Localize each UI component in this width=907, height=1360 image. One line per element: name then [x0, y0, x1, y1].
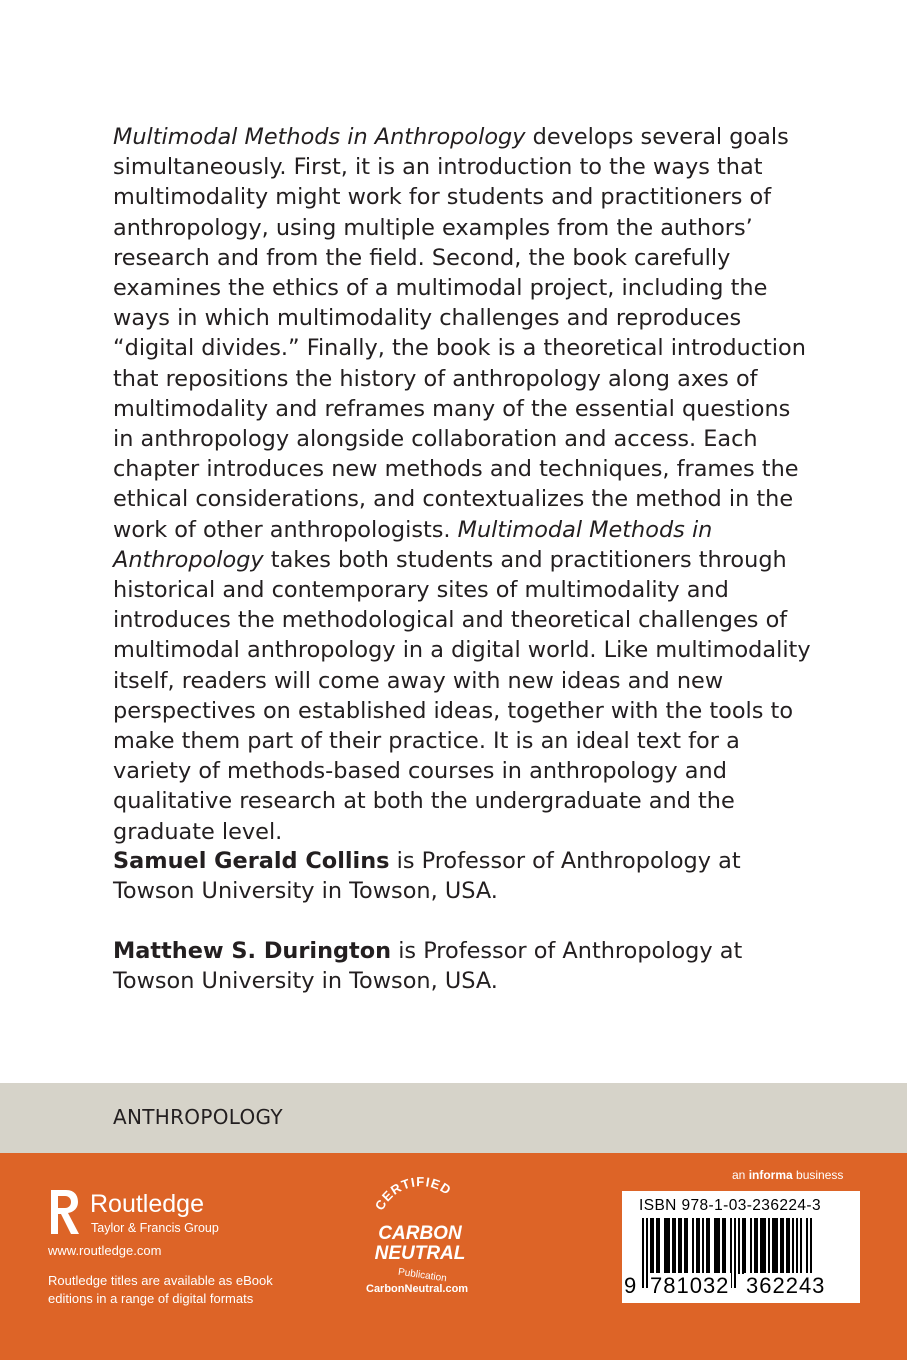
routledge-r-icon — [48, 1186, 82, 1238]
informa-suffix: business — [792, 1168, 844, 1182]
ebook-note: Routledge titles are available as eBook editions in a range of digital formats — [48, 1273, 273, 1306]
barcode-bar — [760, 1218, 766, 1274]
subject-band — [0, 1083, 907, 1153]
barcode-left-digits: 781032 — [650, 1273, 730, 1298]
barcode-lead-digit: 9 — [624, 1273, 637, 1298]
barcode-bar — [750, 1218, 752, 1274]
author-bio-text: is Professor of Anthropology at Towson University in Towson, USA. — [113, 848, 741, 905]
barcode-bar — [772, 1218, 778, 1274]
book-title-italic: Multimodal Methods in Anthropology — [113, 516, 713, 573]
isbn-label: ISBN 978-1-03-236224-3 — [639, 1197, 821, 1214]
barcode-bar — [800, 1218, 802, 1274]
back-cover-blurb — [113, 122, 813, 847]
barcode-bar — [656, 1218, 660, 1274]
barcode-bar — [650, 1218, 654, 1274]
author-bio — [113, 846, 813, 906]
barcode-bar — [706, 1218, 710, 1274]
informa-brand: informa — [748, 1168, 793, 1182]
publisher-website[interactable]: www.routledge.com — [48, 1243, 162, 1258]
barcode-bar — [702, 1218, 704, 1274]
author-name: Samuel Gerald Collins — [113, 848, 390, 874]
blurb-text: develops several goals simultaneously. First, it is an introduction to the ways that multimodality might work for students and practitioners of anthropology, using multiple examples from the authors’ research and from the field. Second, the book carefully examines the ethics of a multimodal project, including the ways in which multimodality challenges and reproduces “digital divides.” Finally, the book is a theoretical introduction that repositions the history of anthropology along axes of multimodality and reframes many of the essential questions in anthropology alongside collaboration and access. Each chapter introduces new methods and techniques, frames the ethical considerations, and contextualizes the method in the work of other anthropologists. — [113, 124, 806, 543]
informa-note — [732, 1168, 843, 1182]
barcode-bar — [672, 1218, 676, 1274]
barcode-bar — [692, 1218, 694, 1274]
subject-label: ANTHROPOLOGY — [113, 1105, 283, 1129]
barcode-bar — [684, 1218, 688, 1274]
isbn-barcode — [622, 1191, 860, 1303]
carbon-text: CARBON — [378, 1223, 462, 1244]
neutral-text: NEUTRAL — [374, 1243, 466, 1264]
author-bio — [113, 936, 813, 996]
barcode-bar — [714, 1218, 720, 1274]
blurb-text: takes both students and practitioners through historical and contemporary sites of multimodality and introduces the methodological and theoretical challenges of multimodal anthropology in a digital world. Like multimodality itself, readers will come away with new ideas and new perspectives on established ideas, together with the tools to make them part of their practice. It is an ideal text for a variety of methods-based courses in anthropology and qualitative research at both the undergraduate and the graduate level. — [113, 546, 811, 845]
author-bio-text: is Professor of Anthropology at Towson University in Towson, USA. — [113, 938, 743, 995]
routledge-logo — [48, 1186, 278, 1246]
publisher-name: Routledge — [90, 1190, 204, 1218]
barcode-bar — [786, 1218, 790, 1274]
barcode-bar — [754, 1218, 758, 1274]
publisher-footer — [0, 1153, 907, 1360]
publisher-group: Taylor & Francis Group — [91, 1221, 219, 1235]
barcode-bar — [738, 1218, 740, 1274]
barcode-digits — [622, 1273, 860, 1299]
book-title-italic: Multimodal Methods in Anthropology — [113, 124, 526, 150]
barcode-bar — [664, 1218, 670, 1274]
barcode-bar — [780, 1218, 784, 1274]
barcode-right-digits: 362243 — [746, 1273, 826, 1298]
barcode-bar — [792, 1218, 794, 1274]
carbon-neutral-url[interactable]: CarbonNeutral.com — [366, 1283, 469, 1295]
barcode-bar — [722, 1218, 726, 1274]
barcode-bar — [678, 1218, 682, 1274]
barcode-bar — [796, 1218, 798, 1274]
barcode-bar — [742, 1218, 746, 1274]
author-name: Matthew S. Durington — [113, 938, 392, 964]
certified-text: CERTIFIED — [371, 1175, 455, 1213]
barcode-bar — [768, 1218, 770, 1274]
publication-text: Publication — [397, 1266, 448, 1285]
svg-text:CERTIFIED — [372, 1175, 454, 1213]
barcode-bar — [696, 1218, 700, 1274]
informa-prefix: an — [732, 1168, 749, 1182]
